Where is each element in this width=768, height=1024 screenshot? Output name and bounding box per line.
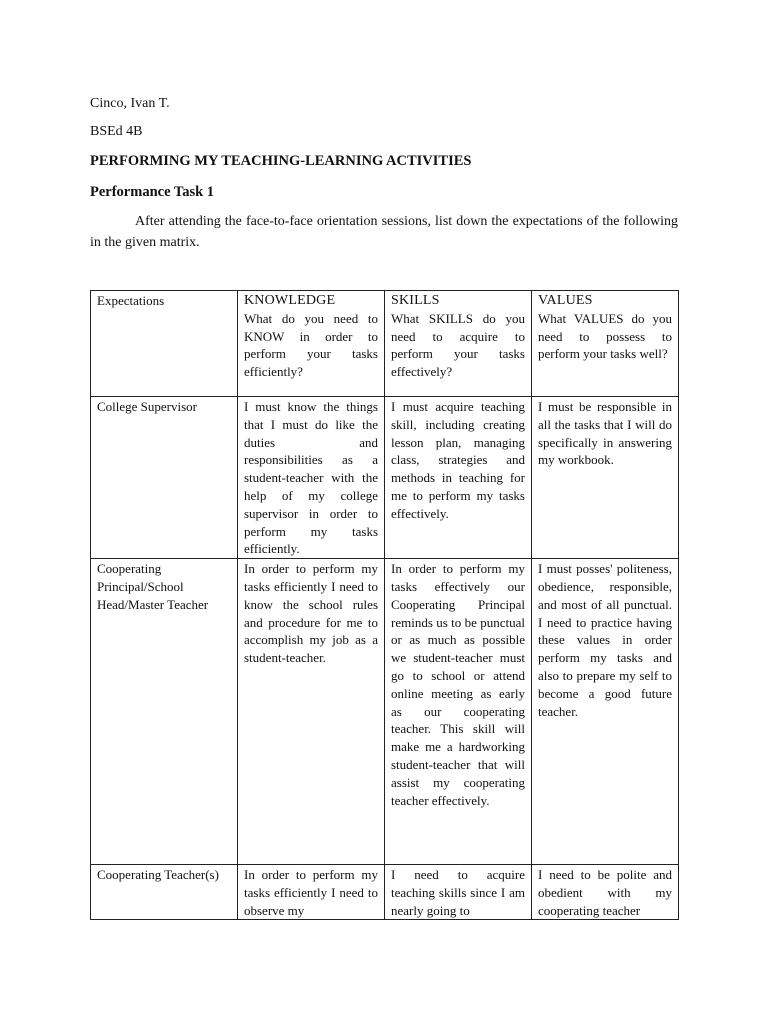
table-row: [91, 865, 679, 920]
values-cell: I must posses' politeness, obedience, responsible, and most of all punctual. I need to practice having these values in order perform my tasks and also to prepare my self to become a good future teacher.: [532, 559, 679, 865]
row-label: Cooperating Principal/School Head/Master Teacher: [91, 559, 238, 865]
values-cell-text: I need to be polite and obedient with my cooperating teacher: [538, 867, 672, 918]
knowledge-cell: [238, 865, 385, 920]
row-label: College Supervisor: [91, 397, 238, 559]
column-title: KNOWLEDGE: [244, 293, 336, 308]
table-row: [91, 559, 679, 865]
corner-cell: Expectations: [91, 291, 238, 397]
page-title: PERFORMING MY TEACHING-LEARNING ACTIVITIES: [90, 153, 472, 169]
table-header-row: [91, 291, 679, 397]
skills-cell: [385, 865, 532, 920]
column-title: SKILLS: [391, 293, 440, 308]
column-title: VALUES: [538, 293, 593, 308]
course-section: BSEd 4B: [90, 124, 143, 139]
instructions-paragraph: After attending the face-to-face orientation sessions, list down the expectations of the following in the given matrix.: [90, 214, 678, 250]
skills-cell-text: I need to acquire teaching skills since I am nearly going to: [391, 867, 525, 918]
skills-cell: I must acquire teaching skill, including creating lesson plan, managing class, strategies and methods in teaching for me to perform my tasks effectively.: [385, 397, 532, 559]
skills-header-cell: [385, 291, 532, 397]
expectations-matrix: [90, 290, 679, 920]
values-cell: [532, 865, 679, 920]
column-question: What VALUES do you need to possess to perform your tasks well?: [538, 310, 672, 362]
knowledge-cell: I must know the things that I must do like the duties and responsibilities as a student-teacher with the help of my college supervisor in order to perform my tasks efficiently.: [238, 397, 385, 559]
knowledge-cell-text: In order to perform my tasks efficiently I need to observe my: [244, 867, 378, 918]
row-label-text: Cooperating Teacher(s): [97, 867, 219, 883]
values-header-cell: [532, 291, 679, 397]
row-label: [91, 865, 238, 920]
knowledge-header-cell: [238, 291, 385, 397]
values-cell: I must be responsible in all the tasks that I will do specifically in answering my workbook.: [532, 397, 679, 559]
author-name: Cinco, Ivan T.: [90, 96, 170, 111]
column-question: What do you need to KNOW in order to perform your tasks efficiently?: [244, 310, 378, 380]
table-row: [91, 397, 679, 559]
column-question: What SKILLS do you need to acquire to perform your tasks effectively?: [391, 310, 525, 380]
knowledge-cell: In order to perform my tasks efficiently I need to know the school rules and procedure for me to accomplish my job as a student-teacher.: [238, 559, 385, 865]
skills-cell: In order to perform my tasks effectively our Cooperating Principal reminds us to be punctual or as much as possible we student-teacher must go to school or attend online meeting as early as our cooperating teacher. This skill will make me a hardworking student-teacher that will assist my cooperating teacher effectively.: [385, 559, 532, 865]
task-title: Performance Task 1: [90, 184, 215, 200]
